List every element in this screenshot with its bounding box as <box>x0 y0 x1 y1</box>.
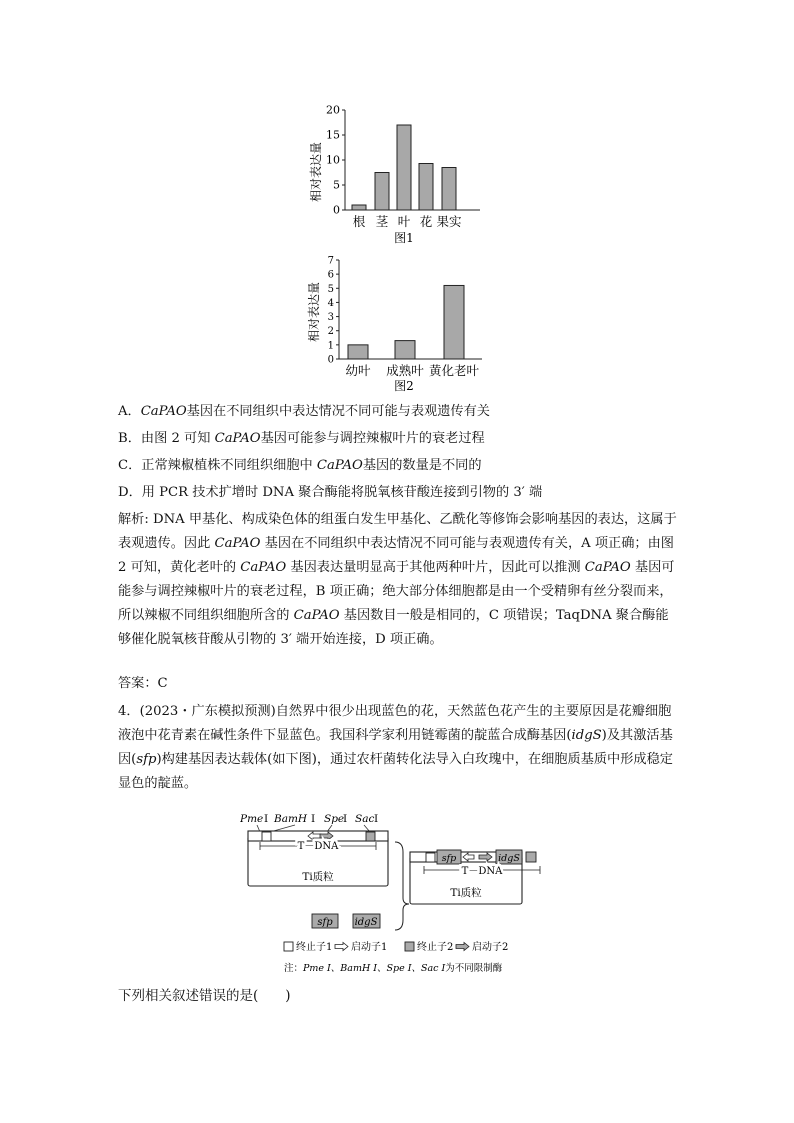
fig2-ytick-label: 3 <box>327 312 334 324</box>
fig1-bar-0 <box>352 205 366 210</box>
fig2-ytick-label: 7 <box>327 255 334 267</box>
figure-1-chart <box>300 100 500 252</box>
fig1-bar-2 <box>397 125 411 210</box>
svg-text:注：Pme Ⅰ、BamH Ⅰ、Spe Ⅰ、Sac Ⅰ为不同限: 注：Pme Ⅰ、BamH Ⅰ、Spe Ⅰ、Sac Ⅰ为不同限制酶 <box>284 963 503 974</box>
idgs-gene-label: idgS <box>354 917 378 928</box>
svg-text:Ⅰ: Ⅰ <box>311 813 316 825</box>
fig2-bar-2 <box>444 285 464 359</box>
svg-text:启动子2: 启动子2 <box>472 942 509 953</box>
question-prompt: 下列相关叙述错误的是( ) <box>118 988 291 1004</box>
option-a: A．CaPAO基因在不同组织中表达情况不同可能与表观遗传有关 <box>118 404 490 419</box>
fig1-bar-1 <box>375 173 389 211</box>
sac-label: Sac <box>355 813 375 825</box>
ti-label-left: Ti质粒 <box>302 871 334 883</box>
fig2-ytick-label: 0 <box>327 354 334 366</box>
gene-name: CaPAO <box>140 404 187 419</box>
fig1-category-label: 叶 <box>397 214 411 229</box>
svg-text:终止子2: 终止子2 <box>417 942 454 953</box>
fig2-ytick-label: 5 <box>327 283 334 295</box>
fig1-category-label: 花 <box>419 214 433 229</box>
pme-label: Pme <box>240 813 264 825</box>
diagram-note <box>284 962 503 974</box>
figure-2-chart <box>304 252 504 397</box>
fig1-bar-3 <box>419 164 433 211</box>
fig2-category-label: 幼叶 <box>345 363 371 378</box>
svg-text:Ⅰ: Ⅰ <box>374 813 379 825</box>
terminator-1-box <box>262 832 271 841</box>
fig1-category-label: 茎 <box>375 214 389 229</box>
analysis-label: 解析: <box>118 512 149 527</box>
gene-name: CaPAO <box>214 431 261 446</box>
fig2-bar-1 <box>395 341 415 359</box>
fig1-ytick-label: 20 <box>326 103 340 117</box>
fig2-ytick-label: 2 <box>327 326 334 338</box>
terminator-2-box <box>366 832 375 841</box>
terminator-1-box <box>426 853 435 862</box>
option-d: D．用 PCR 技术扩增时 DNA 聚合酶能将脱氧核苷酸连接到引物的 3′ 端 <box>118 485 543 500</box>
svg-text:终止子1: 终止子1 <box>296 942 333 953</box>
fig2-category-label: 成熟叶 <box>386 363 424 378</box>
fig2-category-label: 黄化老叶 <box>428 363 480 378</box>
spe-label: Spe <box>324 813 345 825</box>
fig1-ytick-label: 5 <box>333 178 340 192</box>
fig1-ytick-label: 0 <box>333 203 340 217</box>
tdna-label-left: T－DNA <box>297 841 339 852</box>
svg-text:启动子1: 启动子1 <box>351 942 388 953</box>
option-b: B．由图 2 可知 CaPAO基因可能参与调控辣椒叶片的衰老过程 <box>118 431 485 446</box>
legend <box>284 940 508 953</box>
fig1-ylabel: 相对表达量 <box>309 141 323 203</box>
option-c: C．正常辣椒植株不同组织细胞中 CaPAO基因的数量是不同的 <box>118 458 482 473</box>
answer-line: 答案：C <box>118 676 168 691</box>
fig1-ytick-label: 10 <box>326 153 340 167</box>
enzyme-labels <box>240 813 378 825</box>
fig1-ytick-label: 15 <box>326 128 340 142</box>
fig2-ytick-label: 1 <box>327 340 334 352</box>
tdna-label-right: T－DNA <box>461 866 503 877</box>
gene-name: CaPAO <box>316 458 363 473</box>
fig2-ytick-label: 6 <box>327 269 334 281</box>
fig1-bar-4 <box>442 168 456 211</box>
svg-text:sfp: sfp <box>441 853 457 864</box>
fig2-ylabel: 相对表达量 <box>307 281 321 343</box>
svg-text:idgS: idgS <box>498 853 520 864</box>
fig2-ytick-label: 4 <box>327 297 334 309</box>
terminator-2-box <box>526 852 536 862</box>
ti-plasmid-right <box>410 850 540 904</box>
bamh-label: BamH <box>274 813 308 825</box>
expression-vector-diagram <box>240 808 560 978</box>
question-4-stem: 4．(2023・广东模拟预测)自然界中很少出现蓝色的花，天然蓝色花产生的主要原因是花瓣细胞液泡中花青素在碱性条件下显蓝色。我国科学家利用链霉菌的靛蓝合成酶基因(idgS)及其激活基因(sfp)构建基因表达载体(如下图)，通过农杆菌转化法导入白玫瑰中，在细胞质基质中形成稳定显色的靛蓝。 <box>118 704 673 791</box>
fig2-bar-0 <box>348 345 368 359</box>
analysis-paragraph: 解析: DNA 甲基化、构成染色体的组蛋白发生甲基化、乙酰化等修饰会影响基因的表达，这属于表观遗传。因此 CaPAO 基因在不同组织中表达情况不同可能与表观遗传有关，A 项正确；由图 2 可知，黄化老叶的 CaPAO 基因表达量明显高于其他两种叶片，因此可以推测 CaPAO 基因可能参与调控辣椒叶片的衰老过程，B 项正确；绝大部分体细胞都是由一个受精卵有丝分裂而来，所以辣椒不同组织细胞所含的 CaPAO 基因数目一般是相同的，C 项错误；TaqDNA 聚合酶能够催化脱氧核苷酸从引物的 3′ 端开始连接，D 项正确。 <box>118 512 677 647</box>
bracket <box>395 842 409 930</box>
svg-text:Ⅰ: Ⅰ <box>264 813 269 825</box>
sfp-gene-label: sfp <box>317 917 333 928</box>
fig1-category-label: 果实 <box>436 214 462 229</box>
ti-label-right: Ti质粒 <box>450 887 482 899</box>
fig2-caption: 图2 <box>394 379 414 393</box>
svg-text:Ⅰ: Ⅰ <box>343 813 348 825</box>
fig1-category-label: 根 <box>352 214 366 229</box>
fig1-caption: 图1 <box>394 231 414 245</box>
ti-plasmid-left <box>248 831 388 886</box>
